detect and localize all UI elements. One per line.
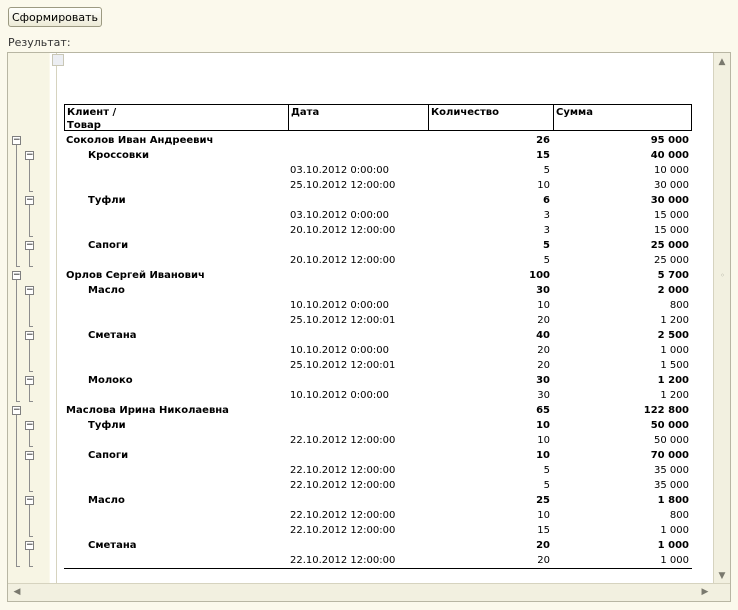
quantity-cell: 5 xyxy=(543,240,550,251)
horizontal-scrollbar[interactable] xyxy=(8,583,730,601)
outline-line xyxy=(29,250,30,266)
outline-line xyxy=(29,205,30,236)
arrow-down-icon[interactable]: ▼ xyxy=(718,571,726,581)
header-client-label: Клиент / xyxy=(67,107,117,118)
header-client-product xyxy=(64,104,289,131)
result-label: Результат: xyxy=(8,36,71,49)
sum-cell: 70 000 xyxy=(650,450,689,461)
quantity-cell: 100 xyxy=(529,270,550,281)
outline-line-end xyxy=(29,236,33,237)
header-sum: Сумма xyxy=(553,104,692,131)
date-cell: 22.10.2012 12:00:00 xyxy=(290,465,396,476)
minus-icon[interactable]: − xyxy=(26,495,34,505)
outline-line xyxy=(29,340,30,371)
outline-line xyxy=(29,160,30,191)
client-name: Маслова Ирина Николаевна xyxy=(66,405,229,416)
outline-line-end xyxy=(29,536,33,537)
outline-line-end xyxy=(29,266,33,267)
quantity-cell: 20 xyxy=(537,315,550,326)
date-cell: 10.10.2012 0:00:00 xyxy=(290,345,389,356)
sum-cell: 30 000 xyxy=(650,195,689,206)
product-name: Туфли xyxy=(88,420,126,431)
quantity-cell: 10 xyxy=(537,300,550,311)
quantity-cell: 20 xyxy=(537,360,550,371)
minus-icon[interactable]: − xyxy=(26,330,34,340)
header-quantity: Количество xyxy=(428,104,554,131)
quantity-cell: 15 xyxy=(536,150,550,161)
minus-icon[interactable]: − xyxy=(26,540,34,550)
sum-cell: 25 000 xyxy=(654,255,689,266)
sum-cell: 1 800 xyxy=(657,495,689,506)
sum-cell: 1 000 xyxy=(660,555,689,566)
quantity-cell: 5 xyxy=(543,480,550,491)
quantity-cell: 65 xyxy=(536,405,550,416)
minus-icon[interactable]: − xyxy=(26,195,34,205)
quantity-cell: 30 xyxy=(536,285,550,296)
quantity-cell: 26 xyxy=(536,135,550,146)
quantity-cell: 20 xyxy=(536,540,550,551)
outline-line xyxy=(16,415,17,566)
quantity-cell: 10 xyxy=(537,435,550,446)
quantity-cell: 15 xyxy=(537,525,550,536)
quantity-cell: 30 xyxy=(536,375,550,386)
generate-button[interactable]: Сформировать xyxy=(8,7,102,27)
date-cell: 22.10.2012 12:00:00 xyxy=(290,510,396,521)
minus-icon[interactable]: − xyxy=(26,420,34,430)
product-name: Туфли xyxy=(88,195,126,206)
sum-cell: 40 000 xyxy=(650,150,689,161)
sum-cell: 30 000 xyxy=(654,180,689,191)
outline-line-end xyxy=(29,446,33,447)
sum-cell: 800 xyxy=(669,510,689,521)
arrow-right-icon[interactable]: ▶ xyxy=(701,587,709,597)
date-cell: 25.10.2012 12:00:01 xyxy=(290,360,396,371)
outline-line-end xyxy=(29,326,33,327)
date-cell: 03.10.2012 0:00:00 xyxy=(290,210,389,221)
product-name: Молоко xyxy=(88,375,133,386)
sum-cell: 1 500 xyxy=(660,360,689,371)
outline-line xyxy=(29,430,30,446)
date-cell: 22.10.2012 12:00:00 xyxy=(290,480,396,491)
outline-line-end xyxy=(29,401,33,402)
minus-icon[interactable]: − xyxy=(26,150,34,160)
quantity-cell: 10 xyxy=(536,420,550,431)
outline-line xyxy=(29,505,30,536)
date-cell: 20.10.2012 12:00:00 xyxy=(290,255,396,266)
sum-cell: 10 000 xyxy=(654,165,689,176)
sum-cell: 15 000 xyxy=(654,225,689,236)
product-name: Кроссовки xyxy=(88,150,150,161)
scroll-thumb-icon[interactable]: ◦ xyxy=(720,271,725,280)
arrow-left-icon[interactable]: ◀ xyxy=(13,587,21,597)
date-cell: 22.10.2012 12:00:00 xyxy=(290,555,396,566)
sum-cell: 5 700 xyxy=(657,270,689,281)
sum-cell: 1 000 xyxy=(660,345,689,356)
quantity-cell: 30 xyxy=(537,390,550,401)
sum-cell: 50 000 xyxy=(654,435,689,446)
sum-cell: 1 200 xyxy=(660,390,689,401)
quantity-cell: 10 xyxy=(536,450,550,461)
minus-icon[interactable]: − xyxy=(13,405,21,415)
sum-cell: 25 000 xyxy=(650,240,689,251)
outline-line-end xyxy=(29,491,33,492)
client-name: Орлов Сергей Иванович xyxy=(66,270,205,281)
sum-cell: 50 000 xyxy=(650,420,689,431)
sum-cell: 1 000 xyxy=(657,540,689,551)
sum-cell: 1 200 xyxy=(660,315,689,326)
sum-cell: 35 000 xyxy=(654,465,689,476)
product-name: Сапоги xyxy=(88,240,129,251)
sum-cell: 35 000 xyxy=(654,480,689,491)
header-product-label: Товар xyxy=(67,120,101,131)
outline-line xyxy=(16,145,17,266)
minus-icon[interactable]: − xyxy=(13,270,21,280)
quantity-cell: 5 xyxy=(543,465,550,476)
sum-cell: 95 000 xyxy=(650,135,689,146)
quantity-cell: 20 xyxy=(537,345,550,356)
outline-line-end xyxy=(29,371,33,372)
quantity-cell: 6 xyxy=(543,195,550,206)
result-spreadsheet[interactable] xyxy=(7,52,731,602)
outline-line xyxy=(16,280,17,401)
quantity-cell: 5 xyxy=(543,255,550,266)
date-cell: 25.10.2012 12:00:00 xyxy=(290,180,396,191)
date-cell: 03.10.2012 0:00:00 xyxy=(290,165,389,176)
date-cell: 10.10.2012 0:00:00 xyxy=(290,300,389,311)
product-name: Сапоги xyxy=(88,450,129,461)
minus-icon[interactable]: − xyxy=(26,375,34,385)
date-cell: 22.10.2012 12:00:00 xyxy=(290,435,396,446)
sheet-corner[interactable] xyxy=(52,54,64,66)
sum-cell: 2 500 xyxy=(657,330,689,341)
outline-line-end xyxy=(29,566,33,567)
outline-line-end xyxy=(16,266,20,267)
outline-line-end xyxy=(16,566,20,567)
sum-cell: 2 000 xyxy=(657,285,689,296)
product-name: Сметана xyxy=(88,540,137,551)
outline-line-end xyxy=(29,191,33,192)
minus-icon[interactable]: − xyxy=(26,285,34,295)
table-bottom-border xyxy=(64,568,692,569)
date-cell: 22.10.2012 12:00:00 xyxy=(290,525,396,536)
product-name: Масло xyxy=(88,285,125,296)
product-name: Сметана xyxy=(88,330,137,341)
outline-line xyxy=(29,385,30,401)
header-date: Дата xyxy=(288,104,429,131)
outline-line xyxy=(29,460,30,491)
outline-line xyxy=(29,295,30,326)
quantity-cell: 10 xyxy=(537,510,550,521)
sum-cell: 1 200 xyxy=(657,375,689,386)
quantity-cell: 20 xyxy=(537,555,550,566)
quantity-cell: 10 xyxy=(537,180,550,191)
date-cell: 20.10.2012 12:00:00 xyxy=(290,225,396,236)
minus-icon[interactable]: − xyxy=(26,240,34,250)
quantity-cell: 25 xyxy=(536,495,550,506)
minus-icon[interactable]: − xyxy=(26,450,34,460)
outline-separator xyxy=(56,53,57,585)
sum-cell: 1 000 xyxy=(660,525,689,536)
quantity-cell: 5 xyxy=(543,165,550,176)
sum-cell: 122 800 xyxy=(643,405,689,416)
product-name: Масло xyxy=(88,495,125,506)
quantity-cell: 40 xyxy=(536,330,550,341)
arrow-up-icon[interactable]: ▲ xyxy=(718,57,726,67)
client-name: Соколов Иван Андреевич xyxy=(66,135,214,146)
outline-line xyxy=(29,550,30,566)
date-cell: 10.10.2012 0:00:00 xyxy=(290,390,389,401)
minus-icon[interactable]: − xyxy=(13,135,21,145)
date-cell: 25.10.2012 12:00:01 xyxy=(290,315,396,326)
quantity-cell: 3 xyxy=(543,210,550,221)
outline-line-end xyxy=(16,401,20,402)
sum-cell: 15 000 xyxy=(654,210,689,221)
quantity-cell: 3 xyxy=(543,225,550,236)
sum-cell: 800 xyxy=(669,300,689,311)
vertical-scrollbar[interactable] xyxy=(713,53,730,585)
